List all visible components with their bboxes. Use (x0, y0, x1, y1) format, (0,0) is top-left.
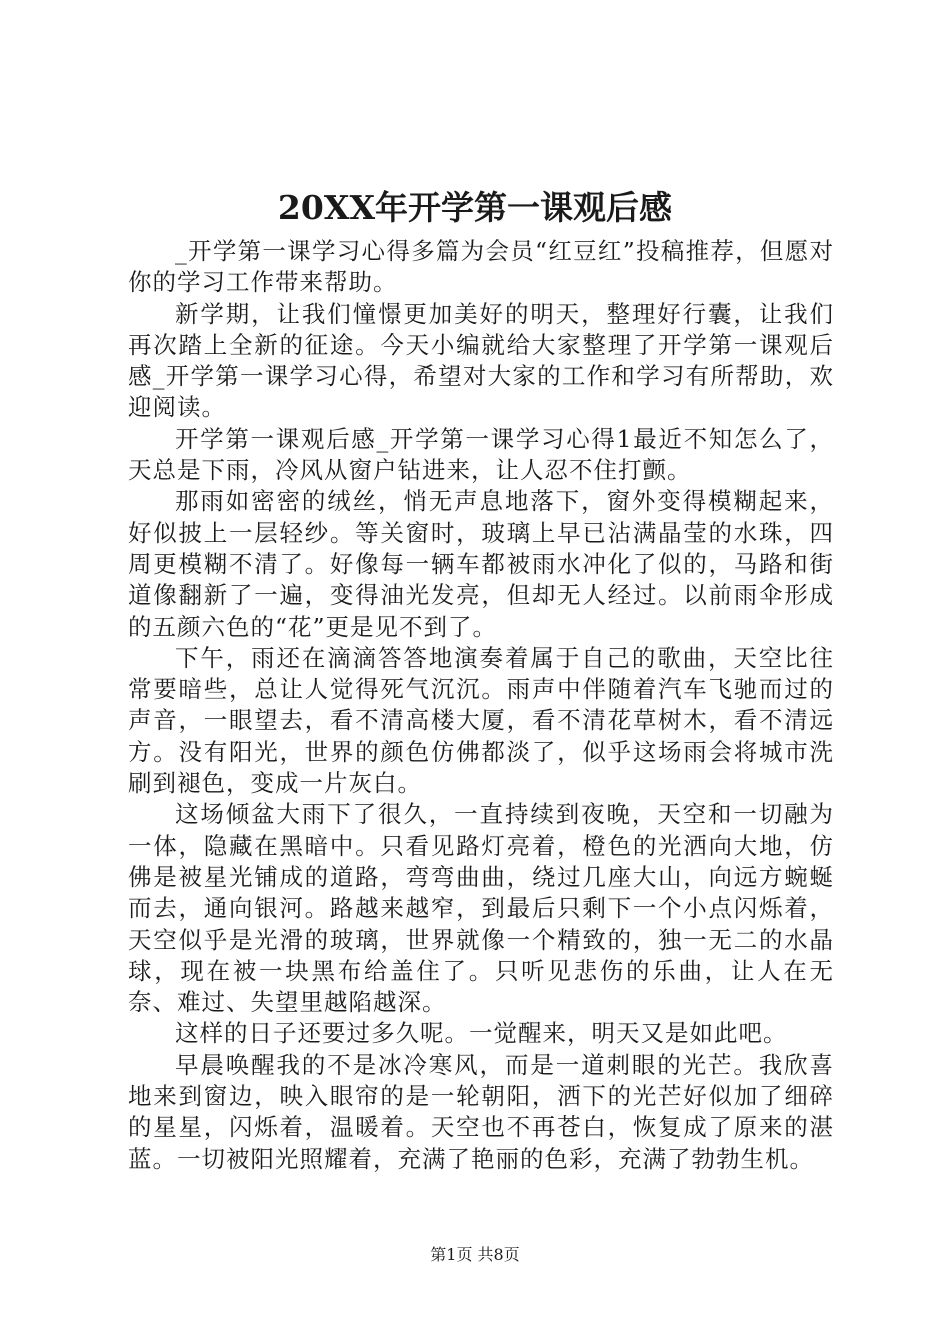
page-footer: 第1页 共8页 (430, 1245, 520, 1264)
paragraph: 这样的日子还要过多久呢。一觉醒来，明天又是如此吧。 (175, 1019, 788, 1048)
document-body (128, 236, 834, 1175)
paragraph: 这场倾盆大雨下了很久，一直持续到夜晚，天空和一切融为一体，隐藏在黑暗中。只看见路灯亮着，橙色的光洒向大地，仿佛是被星光铺成的道路，弯弯曲曲，绕过几座大山，向远方蜿蜒而去，通向银河。路越来越窄，到最后只剩下一个小点闪烁着，天空似乎是光滑的玻璃，世界就像一个精致的，独一无二的水晶球，现在被一块黑布给盖住了。只听见悲伤的乐曲，让人在无奈、难过、失望里越陷越深。 (128, 800, 834, 1017)
paragraph: 早晨唤醒我的不是冰冷寒风，而是一道刺眼的光芒。我欣喜地来到窗边，映入眼帘的是一轮朝阳，洒下的光芒好似加了细碎的星星，闪烁着，温暖着。天空也不再苍白，恢复成了原来的湛蓝。一切被阳光照耀着，充满了艳丽的色彩，充满了勃勃生机。 (128, 1050, 834, 1173)
paragraph: 那雨如密密的绒丝，悄无声息地落下，窗外变得模糊起来，好似披上一层轻纱。等关窗时，玻璃上早已沾满晶莹的水珠，四周更模糊不清了。好像每一辆车都被雨水冲化了似的，马路和街道像翻新了一遍，变得油光发亮，但却无人经过。以前雨伞形成的五颜六色的“花”更是见不到了。 (128, 487, 834, 641)
document-title: 20XX年开学第一课观后感 (277, 188, 673, 227)
paragraph: 下午，雨还在滴滴答答地演奏着属于自己的歌曲，天空比往常要暗些，总让人觉得死气沉沉。雨声中伴随着汽车飞驰而过的声音，一眼望去，看不清高楼大厦，看不清花草树木，看不清远方。没有阳光，世界的颜色仿佛都淡了，似乎这场雨会将城市洗刷到褪色，变成一片灰白。 (128, 643, 834, 798)
paragraph: 开学第一课观后感_开学第一课学习心得1最近不知怎么了，天总是下雨，冷风从窗户钻进来，让人忍不住打颤。 (128, 424, 834, 485)
paragraph: _开学第一课学习心得多篇为会员“红豆红”投稿推荐，但愿对你的学习工作带来帮助。 (128, 237, 834, 297)
paragraph: 新学期，让我们憧憬更加美好的明天，整理好行囊，让我们再次踏上全新的征途。今天小编就给大家整理了开学第一课观后感_开学第一课学习心得，希望对大家的工作和学习有所帮助，欢迎阅读。 (128, 299, 834, 422)
